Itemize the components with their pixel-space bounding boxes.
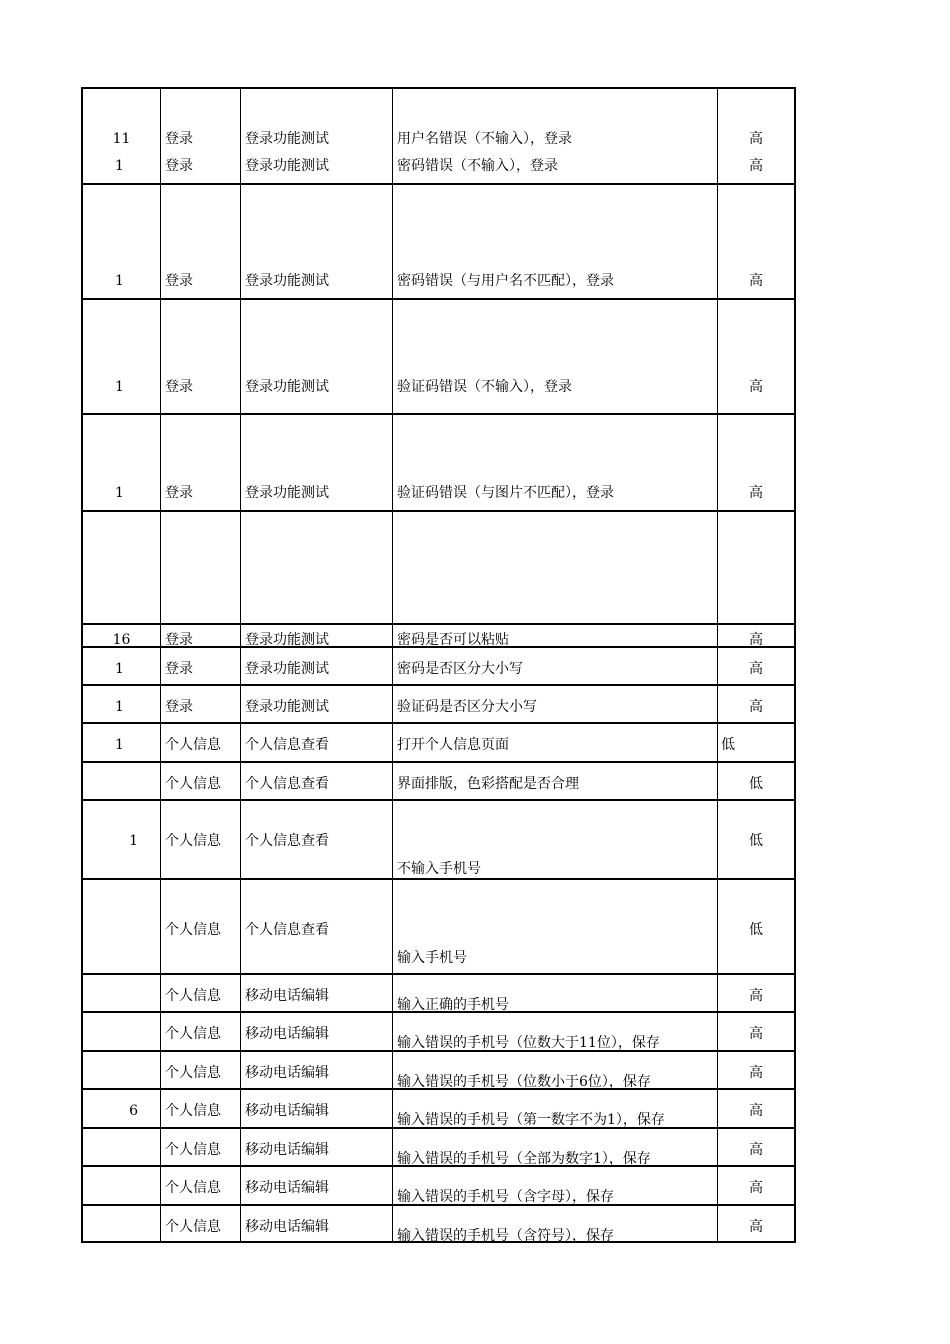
- cell-id-text: 1: [115, 158, 124, 174]
- cell-id: [81, 1129, 160, 1165]
- cell-priority-text: 低: [721, 737, 735, 753]
- cell-test-case: [392, 273, 717, 413]
- cell-test-case: [392, 1129, 717, 1165]
- cell-test-case-text: 输入手机号: [397, 950, 467, 966]
- table-row: [81, 761, 796, 799]
- cell-test-case: [392, 1206, 717, 1244]
- cell-module-text: 个人信息: [165, 1103, 221, 1119]
- cell-test-case: [392, 1167, 717, 1204]
- cell-id-text: 1: [115, 379, 124, 395]
- cell-module-text: 登录: [165, 632, 193, 648]
- cell-id: [81, 1167, 160, 1204]
- cell-priority-text: 高: [749, 1103, 763, 1119]
- cell-priority: [717, 1167, 796, 1204]
- cell-module: [160, 1013, 240, 1050]
- cell-function-text: 登录功能测试: [245, 158, 329, 174]
- table-row: [81, 878, 796, 973]
- cell-id: [81, 625, 160, 646]
- table-row: [81, 973, 796, 1011]
- cell-priority-text: 高: [749, 1219, 763, 1235]
- cell-id: [81, 763, 160, 799]
- cell-test-case-text: 用户名错误（不输入），登录: [397, 131, 572, 147]
- cell-id: [81, 686, 160, 722]
- cell-test-case: [392, 648, 717, 684]
- cell-module: [160, 1206, 240, 1241]
- cell-module: [160, 273, 240, 413]
- cell-function-text: 移动电话编辑: [245, 1026, 329, 1042]
- cell-test-case: [392, 880, 717, 973]
- cell-priority: [717, 625, 796, 646]
- cell-test-case-text: 打开个人信息页面: [397, 737, 509, 753]
- cell-test-case-text: 密码是否区分大小写: [397, 661, 523, 677]
- table-row: [81, 722, 796, 761]
- cell-priority: [717, 1052, 796, 1088]
- cell-module-text: 个人信息: [165, 1219, 221, 1235]
- cell-priority: [717, 1090, 796, 1127]
- cell-test-case-text: 密码错误（与用户名不匹配），登录: [397, 273, 614, 289]
- cell-function-text: 移动电话编辑: [245, 1103, 329, 1119]
- cell-function-text: 移动电话编辑: [245, 1180, 329, 1196]
- cell-priority-text: 高: [749, 158, 763, 174]
- cell-id: [81, 1206, 160, 1241]
- cell-priority: [717, 1206, 796, 1241]
- cell-id: [81, 880, 160, 973]
- cell-function-text: 登录功能测试: [245, 699, 329, 715]
- cell-module: [160, 975, 240, 1011]
- cell-function-text: 移动电话编辑: [245, 1219, 329, 1235]
- cell-test-case-text: 界面排版，色彩搭配是否合理: [397, 776, 579, 792]
- table-row: [81, 1127, 796, 1165]
- cell-priority-text: 高: [749, 379, 763, 395]
- cell-priority-text: 高: [749, 1142, 763, 1158]
- cell-test-case-text: 输入错误的手机号（位数大于11位），保存: [397, 1035, 660, 1051]
- cell-priority: [717, 975, 796, 1011]
- cell-function-text: 登录功能测试: [245, 379, 329, 395]
- cell-module-text: 登录: [165, 661, 193, 677]
- cell-priority: [717, 648, 796, 684]
- cell-priority-text: 低: [749, 922, 763, 938]
- cell-function: [240, 1129, 392, 1165]
- cell-priority-text: 高: [749, 1065, 763, 1081]
- table-row: [81, 485, 796, 623]
- cell-id-text: 16: [112, 632, 131, 648]
- cell-id-text: 1: [115, 699, 124, 715]
- cell-test-case: [392, 625, 717, 646]
- cell-module: [160, 1167, 240, 1204]
- cell-id-text: 1: [115, 737, 124, 753]
- cell-function-text: 登录功能测试: [245, 273, 329, 289]
- cell-module-text: 登录: [165, 131, 193, 147]
- cell-module: [160, 485, 240, 623]
- cell-module-text: 个人信息: [165, 1026, 221, 1042]
- cell-function: [240, 1206, 392, 1241]
- table-row: [81, 799, 796, 878]
- cell-priority-text: 低: [749, 776, 763, 792]
- cell-module: [160, 724, 240, 761]
- cell-test-case: [392, 485, 717, 623]
- cell-module-text: 登录: [165, 273, 193, 289]
- cell-priority: [717, 485, 796, 623]
- cell-priority-text: 高: [749, 1026, 763, 1042]
- cell-test-case: [392, 724, 717, 761]
- table-row: [81, 1011, 796, 1050]
- cell-test-case: [392, 801, 717, 878]
- cell-priority: [717, 686, 796, 722]
- cell-module: [160, 801, 240, 878]
- cell-priority-text: 高: [749, 661, 763, 677]
- cell-function: [240, 763, 392, 799]
- cell-id: [81, 648, 160, 684]
- cell-priority: [717, 1129, 796, 1165]
- cell-function: [240, 625, 392, 646]
- table-row: [81, 1165, 796, 1204]
- cell-test-case-text: 输入错误的手机号（含符号），保存: [397, 1228, 614, 1244]
- cell-id-text: 1: [115, 485, 124, 501]
- cell-id-text: 11: [112, 131, 131, 147]
- cell-function: [240, 1167, 392, 1204]
- cell-test-case-text: 不输入手机号: [397, 861, 481, 877]
- cell-module-text: 个人信息: [165, 737, 221, 753]
- cell-id: [81, 801, 160, 878]
- cell-test-case: [392, 975, 717, 1011]
- cell-function: [240, 1052, 392, 1088]
- table-row: [81, 273, 796, 413]
- cell-test-case: [392, 1090, 717, 1127]
- cell-module: [160, 1052, 240, 1088]
- cell-module: [160, 648, 240, 684]
- cell-function-text: 登录功能测试: [245, 131, 329, 147]
- cell-module-text: 登录: [165, 379, 193, 395]
- cell-id: [81, 485, 160, 623]
- cell-module-text: 个人信息: [165, 1065, 221, 1081]
- cell-function-text: 个人信息查看: [245, 737, 329, 753]
- cell-test-case-text: 验证码错误（与图片不匹配），登录: [397, 485, 614, 501]
- cell-function-text: 移动电话编辑: [245, 988, 329, 1004]
- cell-test-case-text: 密码错误（不输入），登录: [397, 158, 558, 174]
- cell-test-case: [392, 1052, 717, 1088]
- cell-id: [81, 975, 160, 1011]
- cell-id: [81, 724, 160, 761]
- cell-test-case-text: 密码是否可以粘贴: [397, 632, 509, 648]
- cell-test-case: [392, 686, 717, 722]
- cell-priority-text: 高: [749, 1180, 763, 1196]
- cell-function: [240, 975, 392, 1011]
- cell-function: [240, 880, 392, 973]
- cell-module-text: 登录: [165, 158, 193, 174]
- cell-function-text: 登录功能测试: [245, 485, 329, 501]
- cell-id-text: 1: [129, 833, 138, 849]
- cell-test-case-text: 验证码错误（不输入），登录: [397, 379, 572, 395]
- cell-priority: [717, 273, 796, 413]
- cell-function-text: 个人信息查看: [245, 776, 329, 792]
- cell-function-text: 个人信息查看: [245, 922, 329, 938]
- cell-priority-text: 高: [749, 131, 763, 147]
- cell-priority-text: 高: [749, 699, 763, 715]
- cell-function-text: 移动电话编辑: [245, 1142, 329, 1158]
- cell-function-text: 登录功能测试: [245, 632, 329, 648]
- cell-function: [240, 485, 392, 623]
- cell-module: [160, 880, 240, 973]
- cell-module-text: 个人信息: [165, 1142, 221, 1158]
- cell-module-text: 个人信息: [165, 988, 221, 1004]
- table-row: [81, 1204, 796, 1243]
- cell-function: [240, 686, 392, 722]
- cell-module-text: 登录: [165, 699, 193, 715]
- cell-test-case-text: 输入错误的手机号（全部为数字1），保存: [397, 1151, 651, 1167]
- cell-priority-text: 高: [749, 632, 763, 648]
- cell-module: [160, 1129, 240, 1165]
- cell-function: [240, 1013, 392, 1050]
- cell-priority: [717, 880, 796, 973]
- cell-module-text: 个人信息: [165, 922, 221, 938]
- cell-function-text: 移动电话编辑: [245, 1065, 329, 1081]
- cell-priority: [717, 763, 796, 799]
- table-row: [81, 1088, 796, 1127]
- table-row: [81, 684, 796, 722]
- cell-module: [160, 625, 240, 646]
- cell-priority-text: 低: [749, 833, 763, 849]
- cell-priority: [717, 1013, 796, 1050]
- cell-test-case: [392, 1013, 717, 1050]
- cell-test-case-text: 输入错误的手机号（含字母），保存: [397, 1189, 614, 1205]
- cell-priority-text: 高: [749, 273, 763, 289]
- cell-id: [81, 1090, 160, 1127]
- cell-id-text: 6: [129, 1103, 138, 1119]
- cell-test-case-text: 验证码是否区分大小写: [397, 699, 537, 715]
- cell-module: [160, 1090, 240, 1127]
- cell-module: [160, 763, 240, 799]
- cell-id-text: 1: [115, 273, 124, 289]
- cell-priority: [717, 801, 796, 878]
- cell-module-text: 个人信息: [165, 833, 221, 849]
- table-row: [81, 623, 796, 646]
- cell-test-case-text: 输入错误的手机号（第一数字不为1），保存: [397, 1112, 665, 1128]
- cell-module-text: 个人信息: [165, 776, 221, 792]
- cell-module-text: 登录: [165, 485, 193, 501]
- cell-priority: [717, 724, 796, 761]
- cell-function: [240, 801, 392, 878]
- table-row: [81, 646, 796, 684]
- cell-id-text: 1: [115, 661, 124, 677]
- cell-id: [81, 1052, 160, 1088]
- cell-function: [240, 273, 392, 413]
- cell-test-case-text: 输入正确的手机号: [397, 997, 509, 1013]
- cell-module: [160, 686, 240, 722]
- cell-id: [81, 273, 160, 413]
- cell-function: [240, 724, 392, 761]
- cell-module-text: 个人信息: [165, 1180, 221, 1196]
- cell-id: [81, 1013, 160, 1050]
- cell-test-case-text: 输入错误的手机号（位数小于6位），保存: [397, 1074, 651, 1090]
- cell-function: [240, 648, 392, 684]
- cell-function-text: 登录功能测试: [245, 661, 329, 677]
- table-row: [81, 1050, 796, 1088]
- cell-function-text: 个人信息查看: [245, 833, 329, 849]
- cell-test-case: [392, 763, 717, 799]
- cell-priority-text: 高: [749, 485, 763, 501]
- cell-priority-text: 高: [749, 988, 763, 1004]
- cell-function: [240, 1090, 392, 1127]
